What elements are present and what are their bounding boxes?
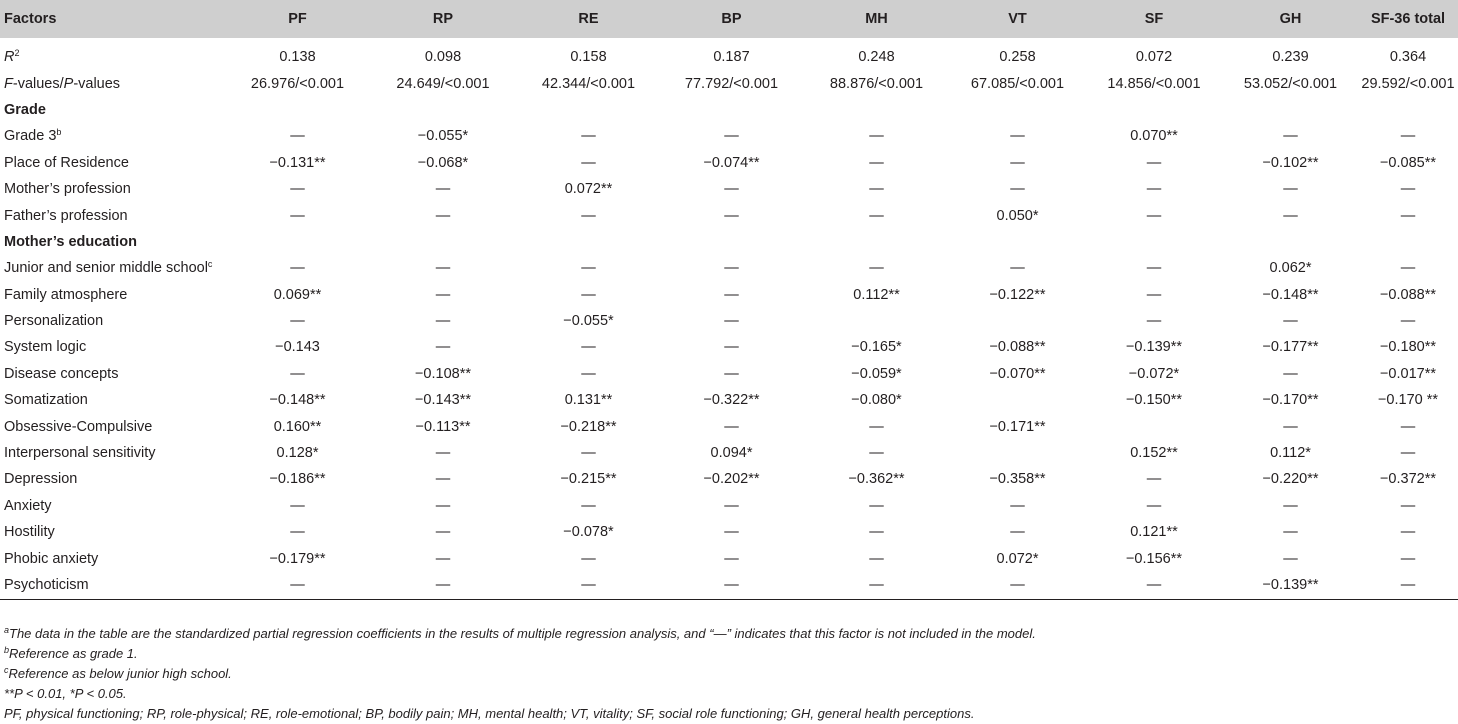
table-cell: −0.102** [1262,154,1319,171]
table-row [0,308,1458,334]
table-cell: — [1400,260,1416,277]
table-cell: — [869,550,884,567]
table-cell: 24.649/<0.001 [396,75,490,92]
table-cell: — [290,524,305,541]
table-cell: — [1283,497,1298,514]
table-cell: — [226,572,369,600]
table-cell: 0.152** [1130,445,1178,462]
table-row [0,387,1458,413]
table-cell [660,229,803,255]
table-cell: — [435,260,451,277]
table-cell: 29.592/<0.001 [1361,75,1455,92]
table-cell: −0.108** [414,365,472,382]
table-cell: — [435,181,451,198]
table-cell [517,229,660,255]
table-cell: — [290,128,305,145]
table-cell: 0.160** [273,418,322,435]
table-cell: — [435,497,451,514]
table-cell: — [435,471,451,488]
table-cell: 0.098 [424,49,462,66]
row-label: Psychoticism [0,572,226,600]
table-cell: −0.179** [269,550,326,567]
table-cell: −0.139** [1125,339,1183,356]
table-cell [950,229,1085,255]
table-cell: — [724,260,739,277]
table-cell: — [950,572,1085,600]
table-cell: — [724,313,739,330]
table-cell: — [869,154,884,171]
table-row [0,545,1458,571]
table-cell: — [1146,497,1162,514]
table-cell: 0.062* [1269,260,1312,277]
table-cell: — [290,497,305,514]
table-cell: — [1283,313,1298,330]
table-cell: −0.171** [989,418,1046,435]
header-cell: VT [950,0,1085,38]
table-cell: — [1146,286,1162,303]
table-cell: −0.148** [1262,286,1319,303]
table-cell: — [1283,418,1298,435]
table-cell: 0.187 [713,49,750,66]
table-cell: — [1400,418,1416,435]
table-cell [1358,229,1458,255]
table-cell: — [581,128,596,145]
table-cell: −0.150** [1125,392,1183,409]
table-cell: −0.131** [269,154,326,171]
table-row [0,493,1458,519]
header-factors: Factors [0,0,226,38]
table-cell: — [803,572,950,600]
table-cell: −0.085** [1379,154,1437,171]
table-cell: −0.088** [1379,286,1437,303]
table-body [0,38,1458,599]
table-cell [803,229,950,255]
table-cell [1223,229,1358,255]
table-cell: −0.156** [1125,550,1183,567]
table-cell [950,308,1085,334]
table-cell: — [581,365,596,382]
table-cell: — [435,550,451,567]
table-cell [803,308,950,334]
footnote-a: $^a$The data in the table are the standardized partial regression coefficients in the results of multiple regression analysis, and “—” indicates that this factor is not included in the model. [4,625,1036,641]
table-cell [660,97,803,123]
table-row [0,361,1458,387]
table-cell: −0.070** [989,365,1046,382]
table-cell: — [435,286,451,303]
table-cell: −0.080* [851,392,902,409]
header-cell: MH [803,0,950,38]
table-cell: — [435,313,451,330]
table-cell [1223,97,1358,123]
table-cell: −0.165* [851,339,902,356]
table-cell: 0.121** [1130,524,1178,541]
table-cell [1085,413,1223,439]
table-cell: — [435,445,451,462]
table-cell: — [724,550,739,567]
row-label: Place of Residence [4,154,129,171]
row-label: Phobic anxiety [4,550,99,567]
table-cell: — [581,154,596,171]
section-label: Grade [4,101,46,118]
table-cell: — [724,418,739,435]
table-cell: 0.248 [858,49,895,66]
table-cell: — [1283,128,1298,145]
row-label: Personalization [4,313,104,330]
table-cell: — [290,207,305,224]
table-cell: — [1283,181,1298,198]
table-cell: 0.094* [710,445,753,462]
table-cell: −0.055* [417,128,469,145]
table-cell: — [660,572,803,600]
table-row [0,466,1458,492]
header-cell: RP [369,0,517,38]
table-cell [369,229,517,255]
table-cell: — [1010,181,1025,198]
header-cell: SF-36 total [1358,0,1458,38]
table-cell: — [869,445,884,462]
table-cell: 0.138 [279,49,316,66]
table-cell: — [1358,572,1458,600]
table-cell: −0.177** [1262,339,1319,356]
header-cell: BP [660,0,803,38]
row-label: Interpersonal sensitivity [4,445,156,462]
table-cell: — [369,572,517,600]
table-cell: — [1010,260,1025,277]
table-cell: 88.876/<0.001 [829,75,924,92]
table-cell: 0.050* [996,207,1039,224]
table-cell: — [724,128,739,145]
table-cell: — [724,339,739,356]
table-cell: — [581,260,596,277]
table-cell: — [724,207,739,224]
table-cell: — [724,286,739,303]
table-cell: −0.358** [989,471,1046,488]
table-row [0,176,1458,202]
table-cell: −0.180** [1379,339,1437,356]
footnote-abbreviations: PF, physical functioning; RP, role-physical; RE, role-emotional; BP, bodily pain; MH, mental health; VT, vitality; SF, social role functioning; GH, general health perceptions. [4,706,975,721]
row-label: Disease concepts [4,365,119,382]
table-cell: — [1283,207,1298,224]
table-cell: — [581,550,596,567]
table-row [0,255,1458,281]
table-cell: — [1146,313,1162,330]
row-label: System logic [4,339,87,356]
table-row [0,150,1458,176]
table-cell: 0.128* [276,445,319,462]
table-cell: −0.220** [1262,471,1319,488]
table-row [0,282,1458,308]
table-cell: −0.218** [560,418,617,435]
table-cell: — [869,524,884,541]
table-cell: −0.215** [560,471,617,488]
table-cell: — [290,260,305,277]
table-cell: 0.112** [853,286,900,303]
table-cell [226,97,369,123]
table-cell: — [435,339,451,356]
table-cell: −0.372** [1379,471,1437,488]
table-cell: — [290,181,305,198]
table-cell: −0.059* [851,365,902,382]
section-label: Mother’s education [4,233,137,250]
table-cell [517,97,660,123]
table-cell: — [1010,497,1025,514]
table-cell: −0.139** [1223,572,1358,600]
table-cell [1085,97,1223,123]
table-cell: — [1146,181,1162,198]
footnote-c: $^c$Reference as below junior high school. [4,665,232,681]
table-cell: 14.856/<0.001 [1107,75,1201,92]
row-label: Depression [4,471,78,488]
table-cell [226,229,369,255]
table-cell: — [1400,550,1416,567]
table-cell: — [581,445,596,462]
table-cell [1085,229,1223,255]
row-label: Grade 3$^b$ [4,127,62,145]
table-cell: — [869,418,884,435]
table-cell: — [869,181,884,198]
table-cell: — [1400,445,1416,462]
header-cell: GH [1223,0,1358,38]
table-cell: — [869,497,884,514]
table-cell: — [724,181,739,198]
table-cell: — [1283,365,1298,382]
table-cell: — [1400,181,1416,198]
row-label: $R^2$ [4,48,20,66]
table-cell: — [724,497,739,514]
table-cell: 42.344/<0.001 [541,75,636,92]
table-cell: −0.068* [417,154,469,171]
table-row-f-values [0,70,1458,96]
table-row [0,440,1458,466]
table-cell: −0.055* [563,313,614,330]
table-cell: −0.186** [269,471,326,488]
table-cell: −0.362** [848,471,905,488]
row-label: Somatization [4,392,88,409]
table-cell [369,97,517,123]
table-cell: 53.052/<0.001 [1243,75,1338,92]
section-row [0,97,1458,123]
row-label: F-values/P-values [4,75,121,92]
table-cell: 26.976/<0.001 [250,75,345,92]
table-cell: — [1400,313,1416,330]
table-row-r2 [0,44,1458,70]
table-cell: 0.072 [1135,49,1173,66]
table-row [0,202,1458,228]
section-row [0,229,1458,255]
table-cell: −0.170 ** [1377,392,1439,409]
table-cell: — [1010,154,1025,171]
table-cell [950,387,1085,413]
header-cell: PF [226,0,369,38]
row-label: Junior and senior middle school$^c$ [4,259,213,277]
header-cell: RE [517,0,660,38]
table-row [0,572,1458,600]
table-cell: — [1400,524,1416,541]
table-cell: 0.072** [564,181,613,198]
table-cell [950,440,1085,466]
table-cell: −0.202** [703,471,760,488]
table-row [0,123,1458,149]
row-label: Father’s profession [4,207,128,224]
table-cell: — [1400,128,1416,145]
table-row [0,519,1458,545]
table-cell: −0.143 [275,339,320,356]
table-cell: 67.085/<0.001 [970,75,1065,92]
table-cell: — [290,313,305,330]
table-cell: 77.792/<0.001 [684,75,779,92]
table-cell: — [1146,260,1162,277]
row-label: Hostility [4,524,55,541]
footnotes [4,624,1036,724]
table-row [0,413,1458,439]
table-cell: 0.258 [999,49,1036,66]
header-row [0,0,1458,38]
row-label: Family atmosphere [4,286,128,303]
row-label: Anxiety [4,497,52,514]
table-cell: −0.074** [703,154,760,171]
table-cell: −0.113** [415,418,471,435]
table-cell: — [869,260,884,277]
table-cell: 0.158 [570,49,607,66]
table-cell: — [1283,524,1298,541]
table-cell: 0.112* [1270,445,1311,462]
footnote-b: $^b$Reference as grade 1. [4,645,138,661]
table-cell [803,97,950,123]
table-cell: — [581,286,596,303]
table-cell: — [581,339,596,356]
table-cell: −0.170** [1262,392,1319,409]
table-cell: −0.088** [989,339,1046,356]
row-label: Mother’s profession [4,181,131,198]
table-cell: — [290,365,305,382]
table-cell: — [724,524,739,541]
table-cell: — [724,365,739,382]
table-cell: — [1283,550,1298,567]
table-cell [1358,97,1458,123]
table-cell: −0.143** [414,392,472,409]
table-cell: — [1146,154,1162,171]
table-cell: — [1400,497,1416,514]
table-cell: — [1010,128,1025,145]
table-cell: 0.070** [1130,128,1178,145]
table-cell: −0.072* [1128,365,1180,382]
table-cell: −0.148** [269,392,326,409]
table-cell: — [1146,471,1162,488]
table-cell: — [435,207,451,224]
table-cell: — [1400,207,1416,224]
table-cell: — [581,207,596,224]
table-cell: 0.364 [1389,49,1427,66]
row-label: Obsessive-Compulsive [4,418,153,435]
table-cell: 0.069** [273,286,322,303]
table-cell: — [1010,524,1025,541]
table-cell: — [581,497,596,514]
table-cell: 0.072* [996,550,1039,567]
table-cell: — [517,572,660,600]
table-cell: — [1085,572,1223,600]
table-cell: — [1146,207,1162,224]
table-cell: — [435,524,451,541]
table-cell: −0.122** [989,286,1046,303]
table-cell: — [869,207,884,224]
table-cell: 0.131** [564,392,613,409]
table-cell [950,97,1085,123]
table-cell: −0.017** [1379,365,1437,382]
footnote-significance: **P < 0.01, *P < 0.05. [4,686,127,701]
table-row [0,334,1458,360]
header-cell: SF [1085,0,1223,38]
table-cell: — [869,128,884,145]
table-cell: 0.239 [1272,49,1309,66]
table-cell: −0.322** [703,392,760,409]
table-cell: −0.078* [563,524,614,541]
